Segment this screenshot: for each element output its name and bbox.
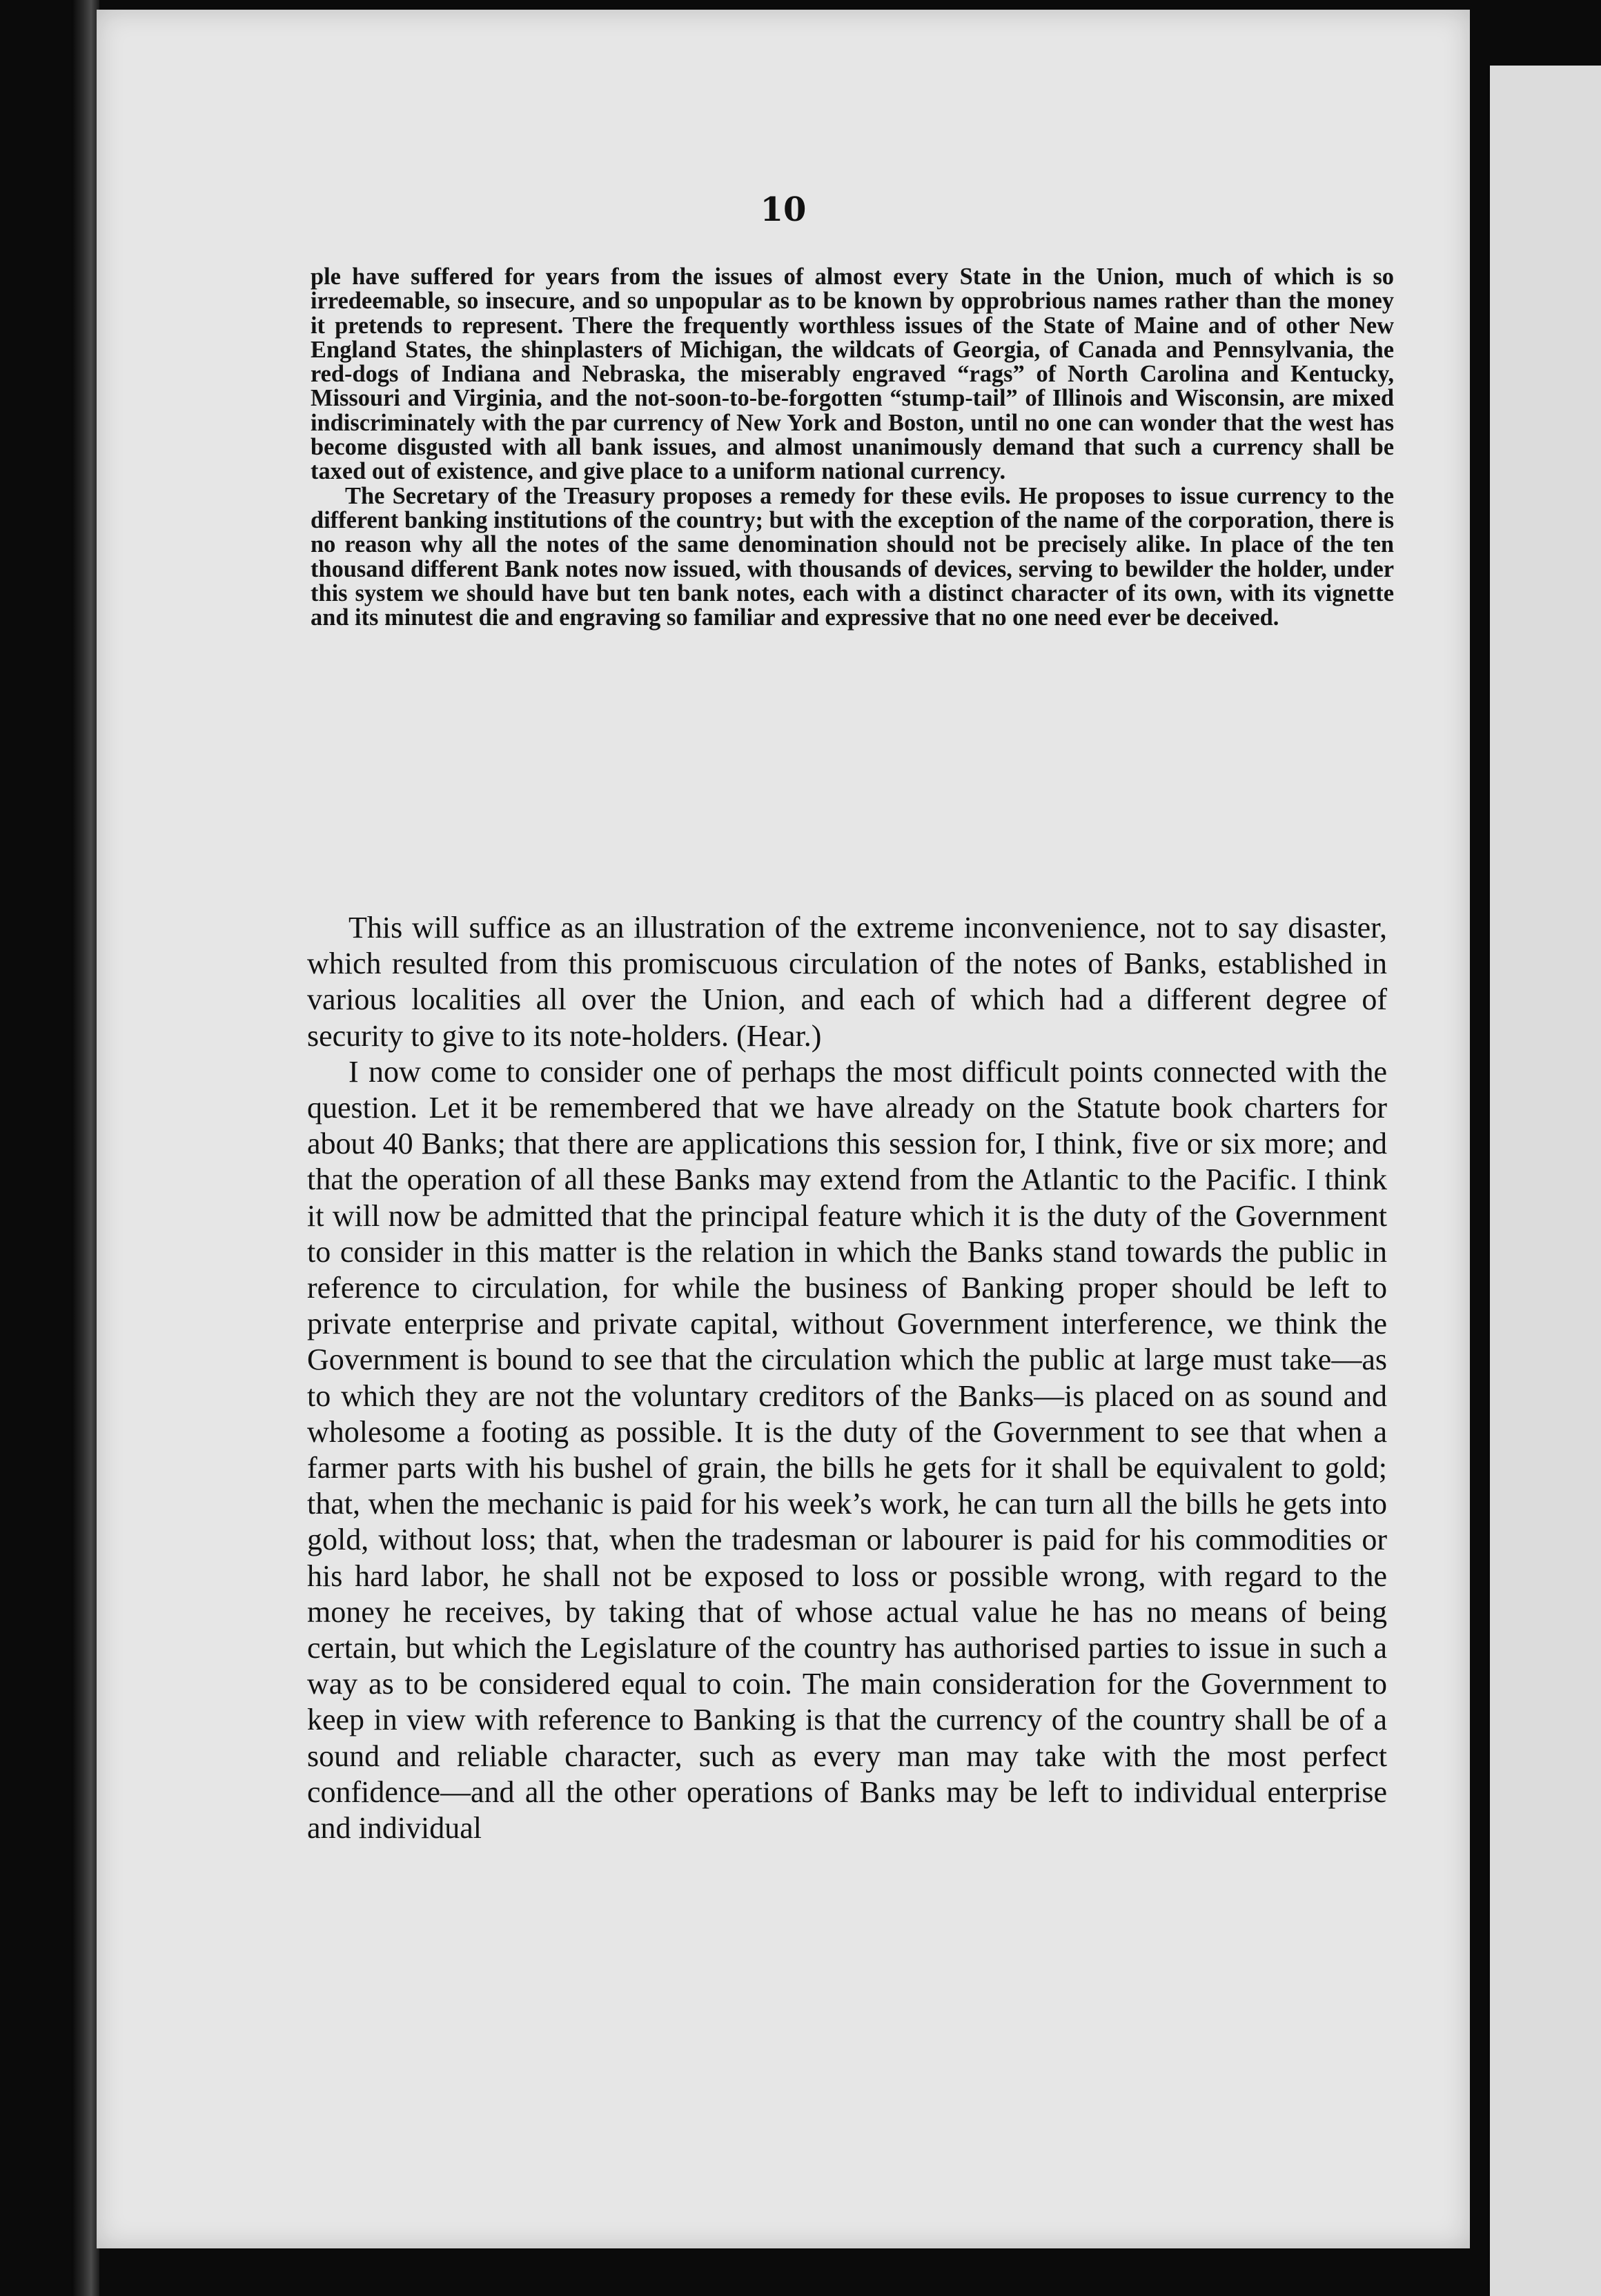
quote-paragraph-1: ple have suffered for years from the issues of almost every State in the Union, much of which is so irredeemable, so insecure, and so unpopular as to be known by opprobrious names rather than the money it pretends to represent. There the frequently worthless issues of the State of Maine and of other New England States, the shinplasters of Michigan, the wildcats of Georgia, of Canada and Pennsylvania, the red-dogs of Indiana and Nebraska, the miserably engraved “rags” of North Carolina and Kentucky, Missouri and Virginia, and the not-soon-to-be-forgotten “stump-tail” of Illinois and Wisconsin, are mixed indiscriminately with the par currency of New York and Boston, until no one can wonder that the west has become disgusted with all bank issues, and almost unanimously demand that such a currency shall be taxed out of existence, and give place to a uniform national currency. <box>311 264 1394 485</box>
quote-paragraph-2: The Secretary of the Treasury proposes a remedy for these evils. He proposes to issue currency to the different banking institutions of the country; but with the exception of the name of the corporation, there is no reason why all the notes of the same denomination should not be precisely alike. In place of the ten thousand different Bank notes now issued, with thousands of devices, serving to bewilder the holder, under this system we should have but ten bank notes, each with a distinct character of its own, with its vignette and its minutest die and engraving so familiar and expressive that no one need ever be deceived. <box>311 482 1394 631</box>
document-page <box>97 10 1470 2248</box>
page-number: 10 <box>760 190 807 229</box>
body-paragraph-1: This will suffice as an illustration of the extreme inconvenience, not to say disaster, which resulted from this promiscuous circulation of the notes of Banks, established in various localities all over the Union, and each of which had a different degree of security to give to its note-holders. (Hear.) <box>307 911 1387 1053</box>
next-page-edge <box>1487 66 1601 2296</box>
body-paragraph-2: I now come to consider one of perhaps the most difficult points connected with the question. Let it be remembered that we have already on the Statute book charters for about 40 Banks; that there are applications this session for, I think, five or six more; and that the operation of all these Banks may extend from the Atlantic to the Pacific. I think it will now be admitted that the principal feature which it is the duty of the Government to consider in this matter is the relation in which the Banks stand towards the public in reference to circulation, for while the business of Banking proper should be left to private enterprise and private capital, without Government interference, we think the Government is bound to see that the circulation which the public at large must take—as to which they are not the voluntary creditors of the Banks—is placed on as sound and wholesome a footing as possible. It is the duty of the Government to see that when a farmer parts with his bushel of grain, the bills he gets for it shall be equivalent to gold; that, when the mechanic is paid for his week’s work, he can turn all the bills he gets into gold, without loss; that, when the tradesman or labourer is paid for his commodities or his hard labor, he shall not be exposed to loss or possible wrong, with regard to the money he receives, by taking that of whose actual value he has no means of being certain, but which the Legislature of the country has authorised parties to issue in such a way as to be considered equal to coin. The main consideration for the Government to keep in view with reference to Banking is that the currency of the country shall be of a sound and reliable character, such as every man may take with the most perfect confidence—and all the other operations of Banks may be left to individual enterprise and individual <box>307 1054 1387 1845</box>
book-binding <box>72 0 99 2296</box>
page-gutter <box>1470 10 1487 2248</box>
body-text <box>307 910 1387 1846</box>
quoted-extract <box>311 265 1394 630</box>
